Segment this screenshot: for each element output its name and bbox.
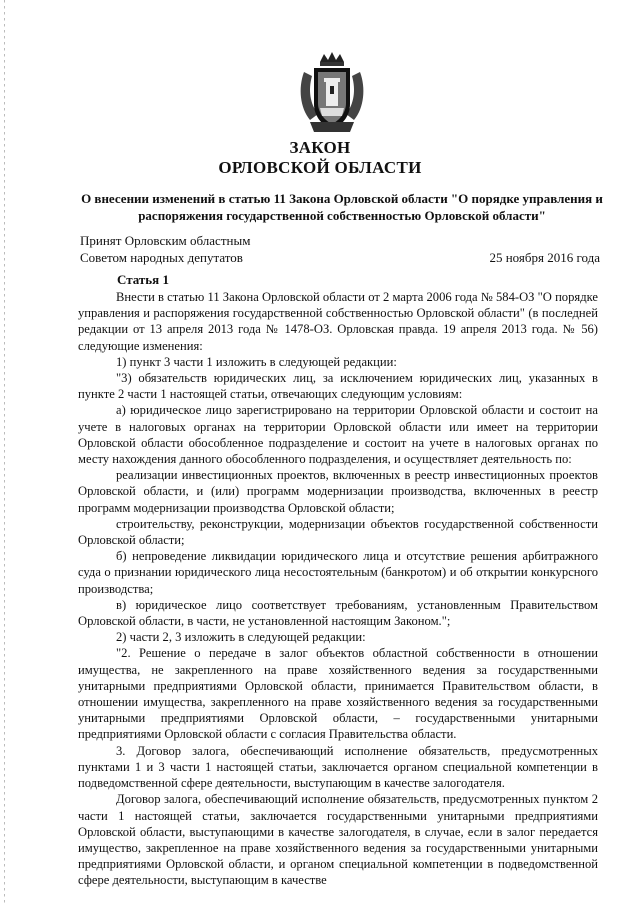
article-paragraph: 2) части 2, 3 изложить в следующей редакции: [116,630,366,645]
article-paragraph: в) юридическое лицо соответствует требованиям, установленным Правительством Орловской области, в части, не установленной настоящим Законом."; [78,597,598,629]
article-paragraph: Внести в статью 11 Закона Орловской области от 2 марта 2006 года № 584-ОЗ "О порядке управления и распоряжения государственной собственностью Орловской области" (в последней редакции от 13 апреля 2013 года № 1478-ОЗ. Орловская правда. 19 апреля 2013 года. № 56) следующие изменения: [78,290,598,353]
article-paragraph: а) юридическое лицо зарегистрировано на территории Орловской области и состоит на учете в налоговых органах на территории Орловской области или имеет на территории Орловской области обособленное подразделение и состоит на учете в налоговых органах по месту нахождения данного обособленного подразделения, и осуществляет деятельность по: [78,403,598,467]
law-subtitle: О внесении изменений в статью 11 Закона Орловской области "О порядке управления и распоряжения государственной собственностью Орловской области" [81,191,603,223]
law-title-line2: ОРЛОВСКОЙ ОБЛАСТИ [218,158,422,177]
article-paragraph: Договор залога, обеспечивающий исполнение обязательств, предусмотренных пунктом 2 части 1 настоящей статьи, заключается государственными унитарными предприятиями Орловской области, выступающими в качестве залогодателя, в случае, если в залог передается имущество, закрепленное на праве хозяйственного ведения за государственными унитарными предприятиями Орловской области, и органом специальной компетенции в подведомственной сфере деятельности, выступающим в качестве [78,792,598,888]
adoption-date: 25 ноября 2016 года [489,250,600,265]
adoption-line1: Принят Орловским областным [80,233,251,248]
law-title-line1: ЗАКОН [289,138,351,157]
adoption-line2: Советом народных депутатов [80,250,243,265]
adoption-block [80,232,250,266]
article-paragraph: 3. Договор залога, обеспечивающий исполнение обязательств, предусмотренных пунктами 1 и 3 части 1 настоящей статьи, заключается органом специальной компетенции в подведомственной сфере деятельности, выступающим в качестве залогодателя. [78,743,598,791]
oryol-oblast-emblem-icon [296,50,368,136]
article-paragraph: "3) обязательств юридических лиц, за исключением юридических лиц, указанных в пункте 2 части 1 настоящей статьи, отвечающих следующим условиям: [78,371,598,402]
article-paragraph: б) непроведение ликвидации юридического лица и отсутствие решения арбитражного суда о признании юридического лица несостоятельным (банкротом) и об открытии конкурсного производства; [78,549,598,596]
article-paragraph: реализации инвестиционных проектов, включенных в реестр инвестиционных проектов Орловской области, и (или) программ модернизации производства, включенных в реестр программ модернизации производства Орловской области; [78,468,598,515]
article-paragraph: "2. Решение о передаче в залог объектов областной собственности в отношении имущества, не закрепленного на праве хозяйственного ведения за государственными унитарными предприятиями Орловской области, принимается Правительством области, в отношении имущества, закрепленного на праве хозяйственного ведения за государственными унитарными предприятиями Орловской области, – государственными унитарными предприятиями Орловской области с согласия Правительства области. [78,646,598,742]
article-paragraph: строительству, реконструкции, модернизации объектов государственной собственности Орловской области; [78,516,598,548]
article-body [78,289,598,889]
scan-margin-artifact [4,0,5,905]
article-paragraph: 1) пункт 3 части 1 изложить в следующей редакции: [116,354,397,369]
article-heading: Статья 1 [117,272,169,287]
